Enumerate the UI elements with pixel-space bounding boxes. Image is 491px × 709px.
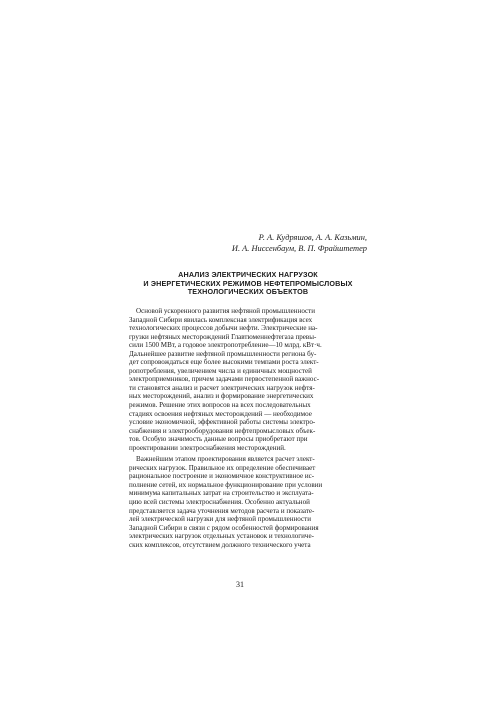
text-line: представляется задача уточнения методов расчета и показате- bbox=[129, 506, 315, 515]
text-line: Основой ускоренного развития нефтяной промышленности bbox=[129, 306, 316, 315]
text-line: ропотребления, увеличением числа и единичных мощностей bbox=[129, 366, 312, 375]
article-text bbox=[129, 233, 367, 549]
text-line: рических нагрузок. Правильное их определение обеспечивает bbox=[129, 463, 316, 472]
text-line: проектировании электроснабжения месторождений. bbox=[129, 443, 286, 452]
page-number: 31 bbox=[236, 580, 244, 589]
text-line: полнение сетей, их нормальное функционирование при условии bbox=[129, 480, 323, 489]
text-line: снабжения и электрооборудования нефтепромысловых объек- bbox=[129, 426, 316, 435]
text-line: ных месторождений, анализ и формирование энергетических bbox=[129, 392, 314, 401]
text-line: Западной Сибири явилась комплексная электрификация всех bbox=[129, 315, 313, 324]
text-line: цию всей системы электроснабжения. Особенно актуальной bbox=[129, 498, 310, 506]
text-line: тов. Особую значимость данные вопросы приобретают при bbox=[129, 435, 308, 444]
authors-line-2: И. А. Ниссенбаум, В. П. Фрайштетер bbox=[231, 243, 367, 253]
article-body bbox=[129, 307, 367, 549]
text-line: режимов. Решение этих вопросов на всех последовательных bbox=[129, 400, 311, 409]
text-line: рациональное построение и экономичное конструктивное ис- bbox=[129, 472, 315, 481]
title-line-1: АНАЛИЗ ЭЛЕКТРИЧЕСКИХ НАГРУЗОК bbox=[178, 270, 318, 280]
text-line: Западной Сибири в связи с рядом особенностей формирования bbox=[129, 523, 319, 532]
text-line: Важнейшим этапом проектирования является расчет элект- bbox=[129, 455, 315, 464]
text-line: лей электрической нагрузки для нефтяной промышленности bbox=[129, 515, 311, 524]
text-line: электроприемников, причем задачами первостепенной важнос- bbox=[129, 375, 320, 384]
text-line: Дальнейшее развитие нефтяной промышленности региона бу- bbox=[129, 349, 317, 358]
authors bbox=[129, 233, 367, 254]
text-line: грузки нефтяных месторождений Главтюменнефтегаза превы- bbox=[129, 332, 317, 341]
text-line: электрических нагрузок отдельных установок и технологиче- bbox=[129, 532, 314, 541]
body-paragraph-1 bbox=[129, 307, 367, 452]
article-title bbox=[129, 271, 367, 297]
text-line: технологических процессов добычи нефти. Электрические на- bbox=[129, 324, 318, 333]
title-line-2: И ЭНЕРГЕТИЧЕСКИХ РЕЖИМОВ НЕФТЕПРОМЫСЛОВЫХ bbox=[143, 278, 353, 288]
title-line-3: ТЕХНОЛОГИЧЕСКИХ ОБЪЕКТОВ bbox=[187, 287, 309, 297]
authors-line-1: Р. А. Кудряшов, А. А. Казьмин, bbox=[258, 233, 367, 242]
text-line: ти становятся анализ и расчет электрических нагрузок нефтя- bbox=[129, 383, 315, 392]
text-line: стадиях освоения нефтяных месторождений — необходимое bbox=[129, 409, 312, 418]
body-paragraph-2 bbox=[129, 455, 367, 549]
text-line: дет сопровождаться еще более высокими темпами роста элект- bbox=[129, 358, 319, 367]
text-line: сили 1500 МВт, а годовое электропотребление—10 млрд. кВт·ч. bbox=[129, 341, 322, 350]
text-line: условие экономичной, эффективной работы системы электро- bbox=[129, 418, 316, 427]
text-line: ских комплексов, отсутствием должного технического учета bbox=[129, 540, 311, 549]
text-line: минимума капитальных затрат на строительство и эксплуата- bbox=[129, 489, 314, 498]
